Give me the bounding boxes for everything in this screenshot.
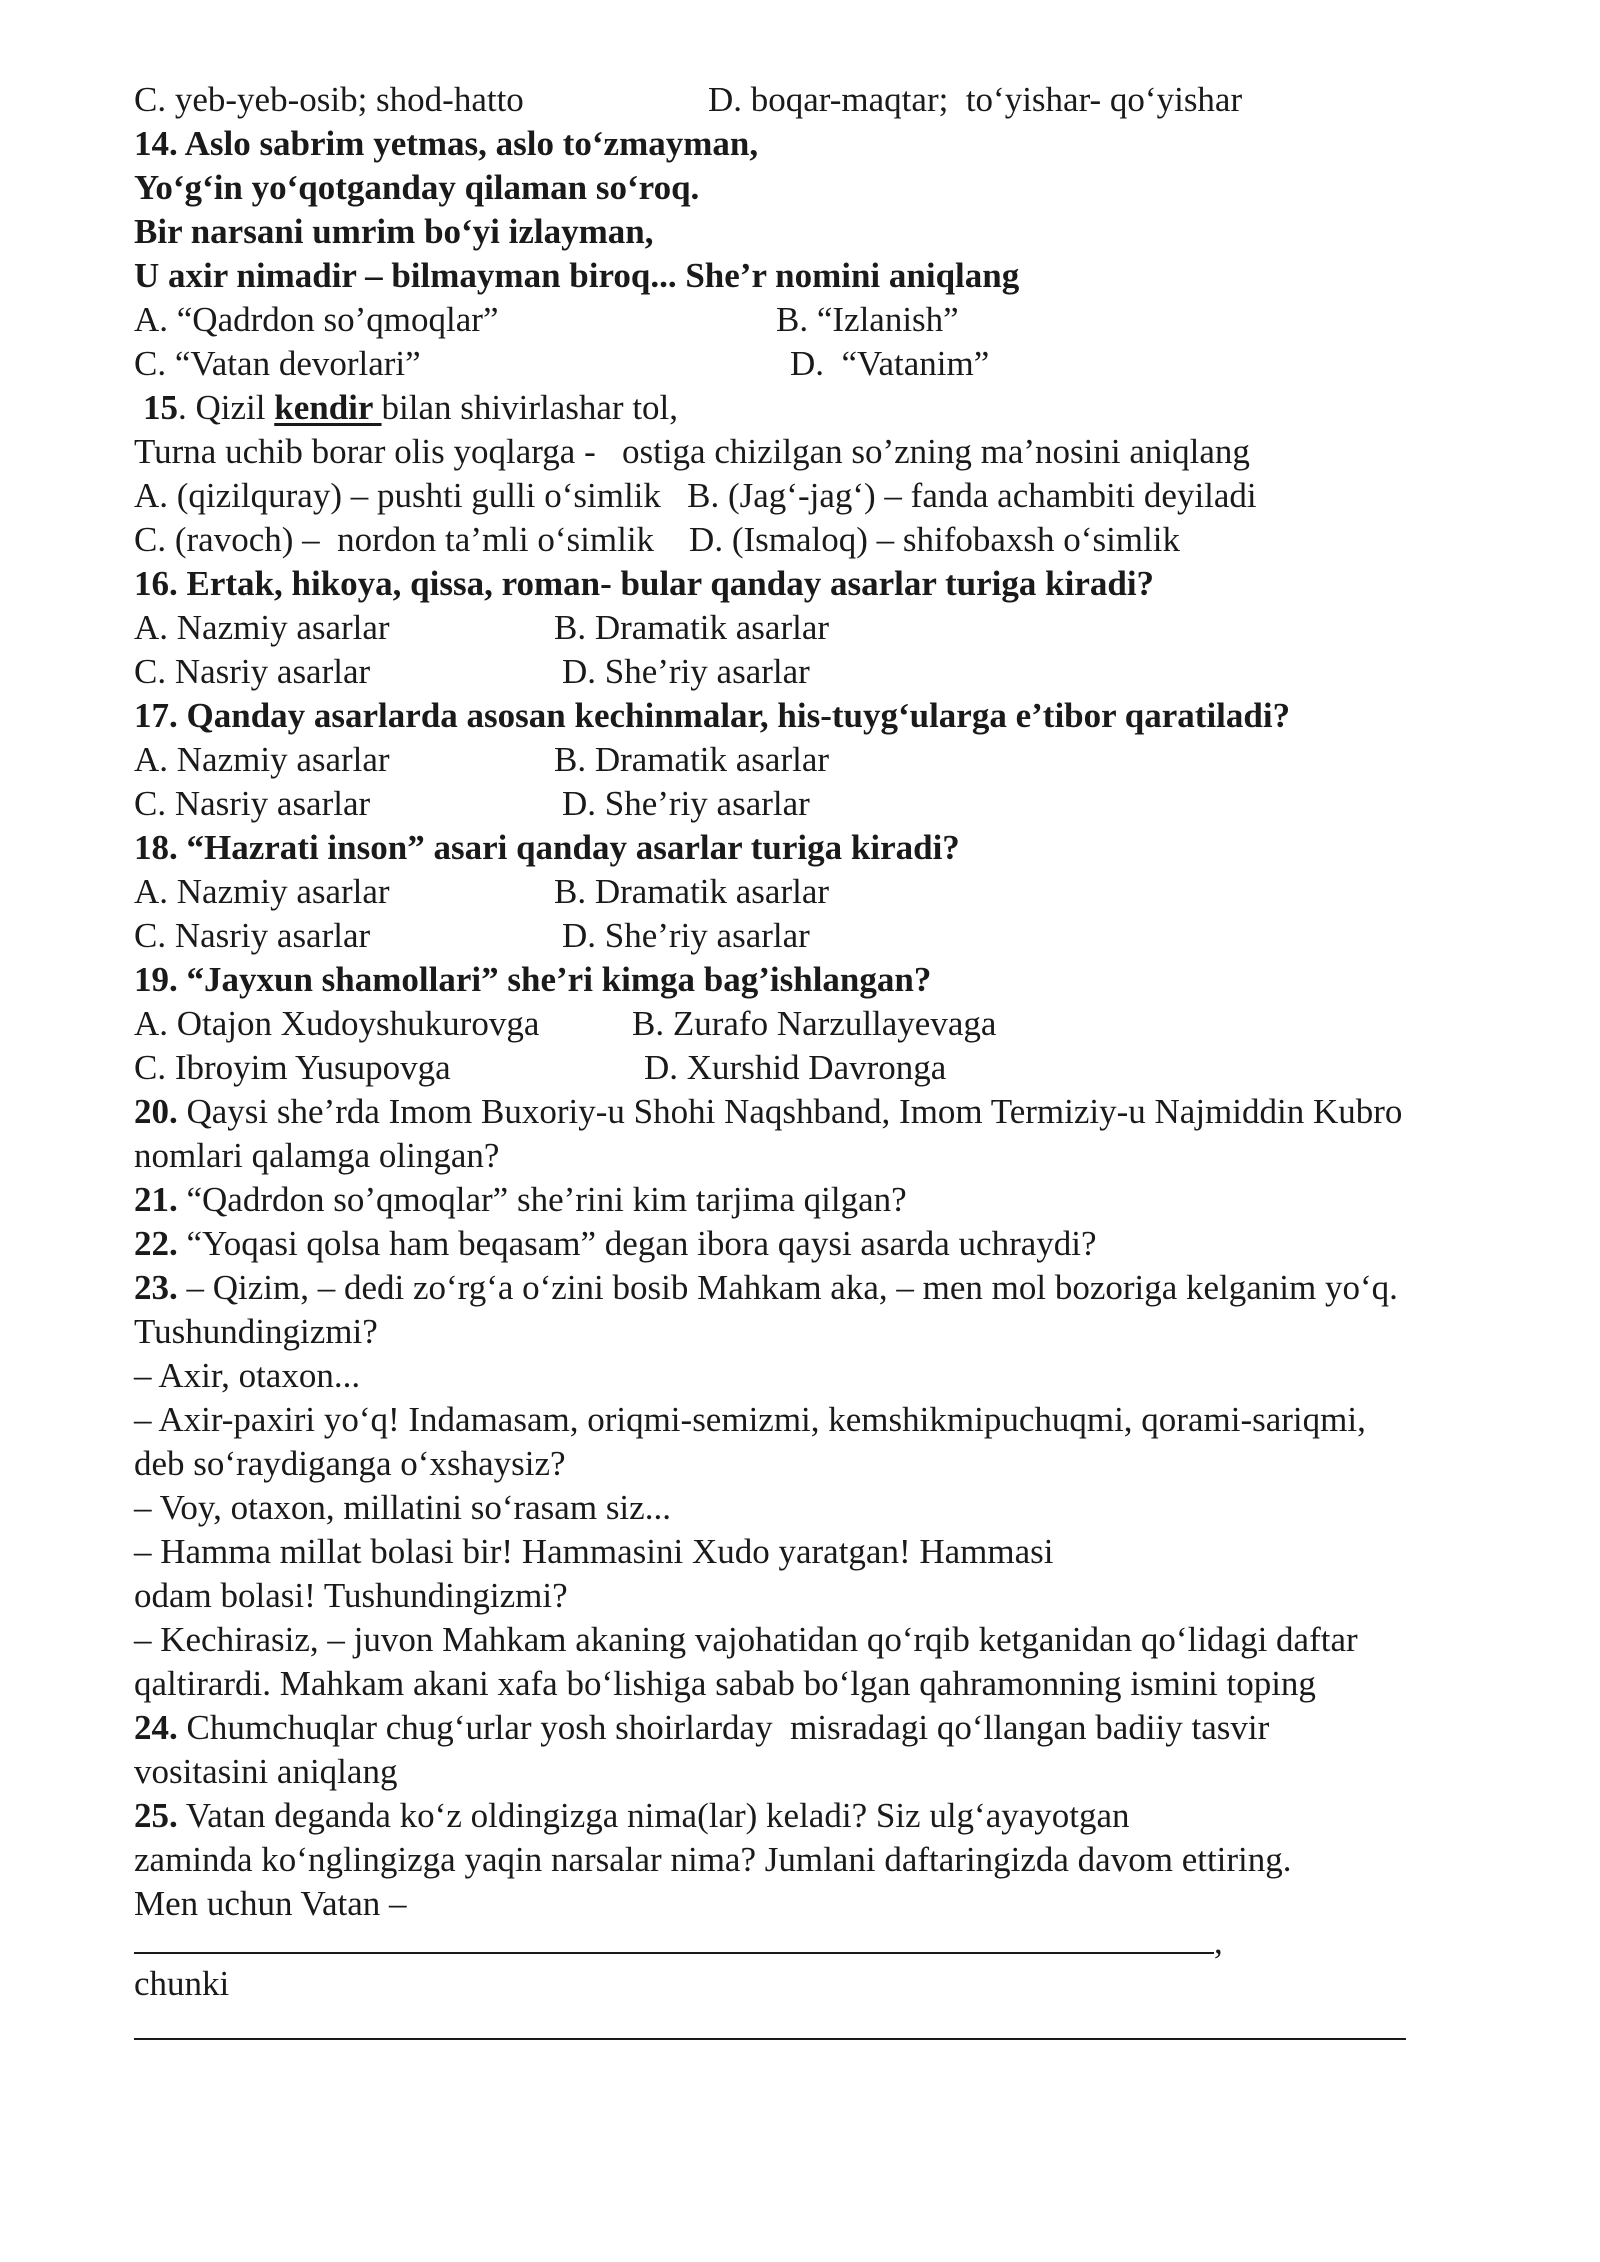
q25-line-3: Men uchun Vatan – — [134, 1884, 407, 1923]
q13-option-d: D. boqar-maqtar; to‘yishar- qo‘yishar — [708, 80, 1243, 119]
q24-line-2: vositasini aniqlang — [134, 1752, 398, 1791]
q25-line-2: zaminda ko‘nglingizga yaqin narsalar nima? Jumlani daftaringizda davom ettiring. — [134, 1840, 1292, 1879]
q19-question: 19. “Jayxun shamollari” she’ri kimga bag’ishlangan? — [134, 960, 932, 999]
q21-number: 21. — [134, 1180, 178, 1219]
q21-text: “Qadrdon so’qmoqlar” she’rini kim tarjima qilgan? — [177, 1180, 907, 1219]
q20-line-1 — [134, 1090, 1402, 1133]
q21-line — [134, 1178, 907, 1221]
q25-number: 25. — [134, 1796, 178, 1835]
q14-option-d: D. “Vatanim” — [790, 344, 990, 383]
q14-line-2: Yo‘g‘in yo‘qotganday qilaman so‘roq. — [134, 168, 700, 207]
answer-line-1[interactable] — [134, 1952, 1214, 1954]
q17-option-c: C. Nasriy asarlar — [134, 784, 371, 823]
q13-option-c: C. yeb-yeb-osib; shod-hatto — [134, 80, 524, 119]
q16-option-b: B. Dramatik asarlar — [554, 608, 830, 647]
q23-line-2: Tushundingizmi? — [134, 1312, 378, 1351]
q16-option-d: D. She’riy asarlar — [562, 652, 810, 691]
q23-line-4: – Axir-paxiri yo‘q! Indamasam, oriqmi-semizmi, kemshikmipuchuqmi, qorami-sariqmi, — [134, 1400, 1366, 1439]
q23-line-5: deb so‘raydiganga o‘xshaysiz? — [134, 1444, 566, 1483]
q15-post: bilan shivirlashar tol, — [381, 388, 679, 427]
q19-option-a: A. Otajon Xudoyshukurovga — [134, 1004, 540, 1043]
q16-question: 16. Ertak, hikoya, qissa, roman- bular qanday asarlar turiga kiradi? — [134, 564, 1155, 603]
q23-line-10: qaltirardi. Mahkam akani xafa bo‘lishiga sabab bo‘lgan qahramonning ismini toping — [134, 1664, 1316, 1703]
q22-text: “Yoqasi qolsa ham beqasam” degan ibora qaysi asarda uchraydi? — [177, 1224, 1097, 1263]
q16-option-a: A. Nazmiy asarlar — [134, 608, 390, 647]
answer-line-2[interactable] — [134, 2038, 1406, 2040]
q25-first: Vatan deganda ko‘z oldingizga nima(lar) keladi? Siz ulg‘ayayotgan — [177, 1796, 1130, 1835]
q24-line-1 — [134, 1706, 1269, 1749]
q17-option-d: D. She’riy asarlar — [562, 784, 810, 823]
q24-first: Chumchuqlar chug‘urlar yosh shoirlarday misradagi qo‘llangan badiiy tasvir — [177, 1708, 1270, 1747]
q18-option-c: C. Nasriy asarlar — [134, 916, 371, 955]
q22-number: 22. — [134, 1224, 178, 1263]
q16-option-c: C. Nasriy asarlar — [134, 652, 371, 691]
chunki-label: chunki — [134, 1964, 230, 2003]
q14-option-b: B. “Izlanish” — [776, 300, 959, 339]
q15-line-2: Turna uchib borar olis yoqlarga - ostiga chizilgan so’zning ma’nosini aniqlang — [134, 432, 1250, 471]
q23-line-9: – Kechirasiz, – juvon Mahkam akaning vajohatidan qo‘rqib ketganidan qo‘lidagi daftar — [134, 1620, 1358, 1659]
q15-line-1 — [143, 386, 678, 429]
q19-option-d: D. Xurshid Davronga — [644, 1048, 947, 1087]
q15-underlined-word: kendir — [274, 388, 382, 427]
q22-line — [134, 1222, 1097, 1265]
q25-line-1 — [134, 1794, 1130, 1837]
q23-line-6: – Voy, otaxon, millatini so‘rasam siz... — [134, 1488, 671, 1527]
q15-options-ab: A. (qizilquray) – pushti gulli o‘simlik B. (Jag‘-jag‘) – fanda achambiti deyiladi — [134, 476, 1257, 515]
q17-option-b: B. Dramatik asarlar — [554, 740, 830, 779]
q15-number: 15 — [143, 388, 178, 427]
q23-line-3: – Axir, otaxon... — [134, 1356, 361, 1395]
q18-question: 18. “Hazrati inson” asari qanday asarlar turiga kiradi? — [134, 828, 960, 867]
q20-number: 20. — [134, 1092, 178, 1131]
q18-option-a: A. Nazmiy asarlar — [134, 872, 390, 911]
q19-option-b: B. Zurafo Narzullayevaga — [632, 1004, 997, 1043]
q23-line-7: – Hamma millat bolasi bir! Hammasini Xudo yaratgan! Hammasi — [134, 1532, 1054, 1571]
q23-line-1 — [134, 1266, 1398, 1309]
q15-options-cd: C. (ravoch) – nordon ta’mli o‘simlik D. (Ismaloq) – shifobaxsh o‘simlik — [134, 520, 1180, 559]
q18-option-d: D. She’riy asarlar — [562, 916, 810, 955]
q24-number: 24. — [134, 1708, 178, 1747]
q17-question: 17. Qanday asarlarda asosan kechinmalar, his-tuyg‘ularga e’tibor qaratiladi? — [134, 696, 1291, 735]
q15-pre: . Qizil — [178, 388, 275, 427]
q23-first: – Qizim, – dedi zo‘rg‘a o‘zini bosib Mahkam aka, – men mol bozoriga kelganim yo‘q. — [177, 1268, 1398, 1307]
q23-line-8: odam bolasi! Tushundingizmi? — [134, 1576, 568, 1615]
q17-option-a: A. Nazmiy asarlar — [134, 740, 390, 779]
q14-line-3: Bir narsani umrim bo‘yi izlayman, — [134, 212, 654, 251]
q19-option-c: C. Ibroyim Yusupovga — [134, 1048, 451, 1087]
q14-line-1: 14. Aslo sabrim yetmas, aslo to‘zmayman, — [134, 124, 759, 163]
q20-text: Qaysi she’rda Imom Buxoriy-u Shohi Naqshband, Imom Termiziy-u Najmiddin Kubro — [177, 1092, 1403, 1131]
q23-number: 23. — [134, 1268, 178, 1307]
q14-option-c: C. “Vatan devorlari” — [134, 344, 421, 383]
q20-line-2: nomlari qalamga olingan? — [134, 1136, 500, 1175]
q18-option-b: B. Dramatik asarlar — [554, 872, 830, 911]
q14-line-4: U axir nimadir – bilmayman biroq... She’r nomini aniqlang — [134, 256, 1020, 295]
q14-option-a: A. “Qadrdon so’qmoqlar” — [134, 300, 499, 339]
answer-line-1-comma: , — [1214, 1922, 1223, 1961]
